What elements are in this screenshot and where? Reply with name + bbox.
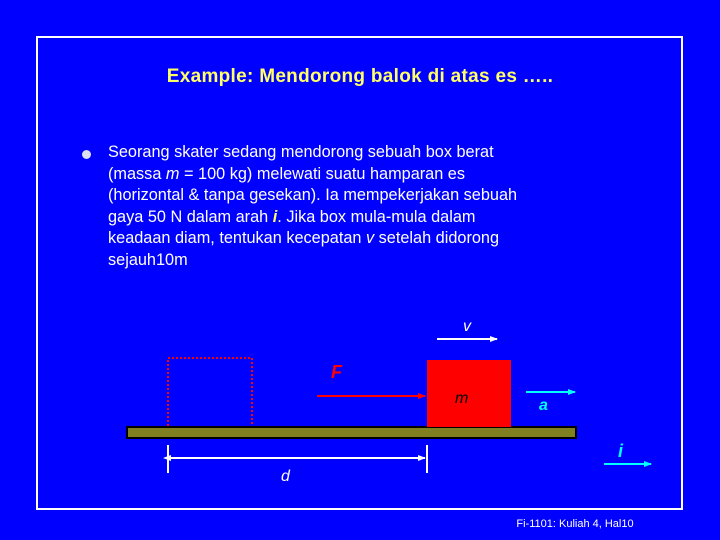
text-segment: . Jika box mula-mula dalam — [277, 207, 476, 226]
text-segment: keadaan diam, tentukan kecepatan — [108, 229, 366, 248]
box-mass — [427, 360, 511, 427]
text-segment: setelah didorong — [374, 229, 500, 248]
text-segment: sejauh10m — [108, 250, 188, 269]
text-segment: = 100 kg) melewati suatu hamparan es — [179, 164, 466, 183]
acceleration-label: a — [539, 397, 548, 414]
unit-vector-label: i — [618, 441, 624, 461]
slide-title: Example: Mendorong balok di atas es ….. — [166, 66, 554, 87]
mass-label: m — [455, 390, 469, 407]
initial-box-outline — [168, 358, 252, 428]
mass-symbol: m — [165, 164, 180, 183]
text-segment: (horizontal & tanpa gesekan). Ia mempekerjakan sebuah — [108, 186, 518, 205]
velocity-symbol: v — [365, 229, 375, 248]
text-segment: Seorang skater sedang mendorong sebuah box berat — [108, 143, 494, 161]
slide-footer: Fi-1101: Kuliah 4, Hal10 — [516, 518, 634, 530]
ice-surface — [127, 427, 576, 438]
velocity-label: v — [463, 318, 471, 335]
text-segment: (massa — [108, 164, 166, 183]
displacement-label: d — [281, 468, 290, 485]
unit-vector-symbol: i — [272, 207, 278, 226]
text-segment: gaya 50 N dalam arah — [108, 207, 273, 226]
force-label: F — [331, 362, 342, 382]
